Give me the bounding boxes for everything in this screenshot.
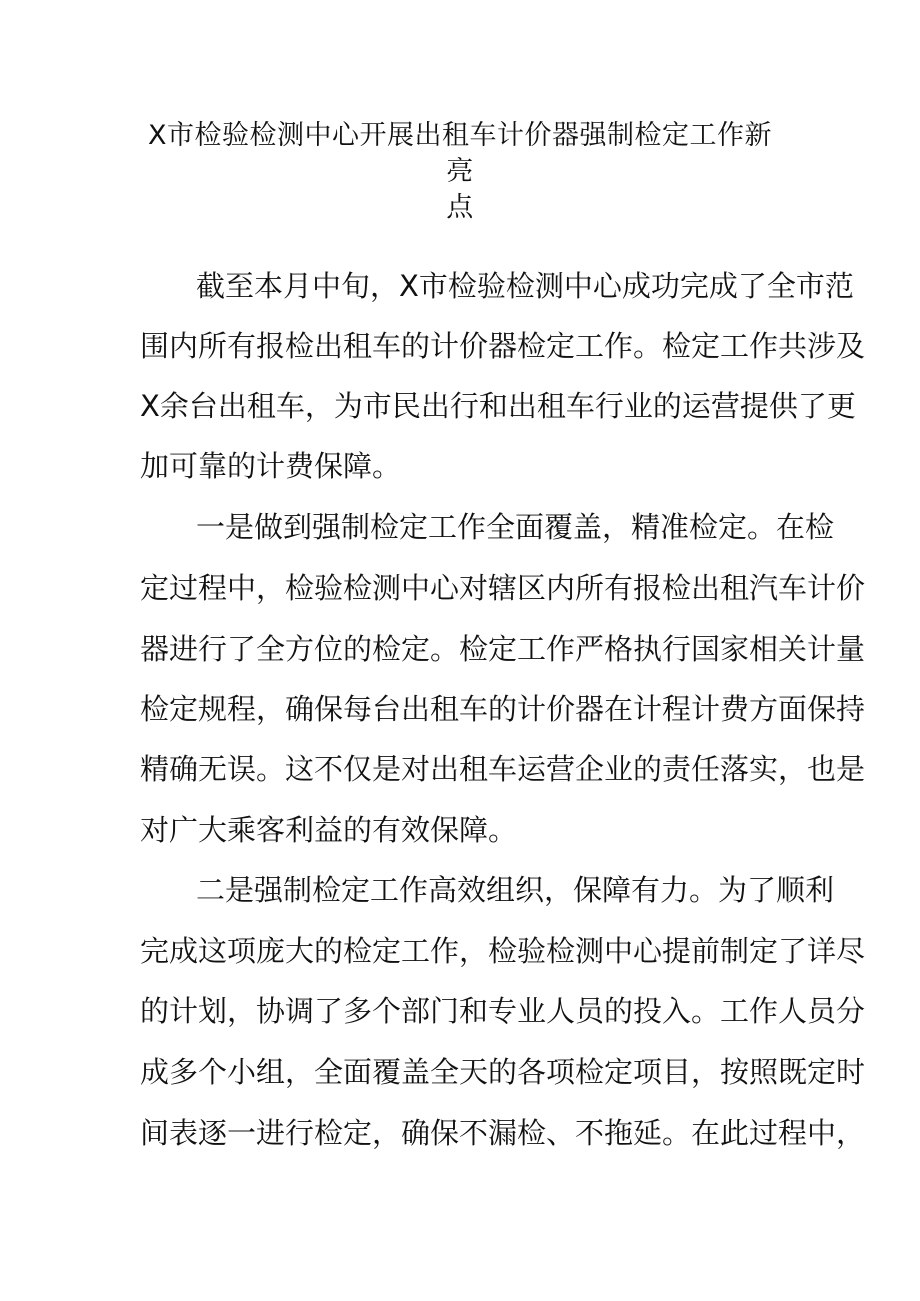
paragraph-1-line-1: 截至本月中旬，X市检验检测中心成功完成了全市范: [196, 269, 854, 303]
title-line-2: 点: [446, 192, 474, 223]
paragraph-2-line-6: 对广大乘客利益的有效保障。: [140, 813, 518, 847]
paragraph-3-line-2: 完成这项庞大的检定工作，检验检测中心提前制定了详尽: [140, 934, 866, 968]
paragraph-3-line-5: 间表逐一进行检定，确保不漏检、不拖延。在此过程中，: [140, 1116, 866, 1150]
title-line-1: X市检验检测中心开展出租车计价器强制检定工作新亮: [148, 120, 772, 187]
paragraph-1-line-2: 围内所有报检出租车的计价器检定工作。检定工作共涉及: [140, 329, 866, 363]
paragraph-2-line-1: 一是做到强制检定工作全面覆盖，精准检定。在检: [196, 510, 835, 544]
paragraph-1-line-4: 加可靠的计费保障。: [140, 449, 402, 483]
paragraph-2-line-4: 检定规程，确保每台出租车的计价器在计程计费方面保持: [140, 692, 866, 726]
paragraph-1-line-3: X余台出租车，为市民出行和出租车行业的运营提供了更: [140, 389, 856, 423]
paragraph-3-line-1: 二是强制检定工作高效组织，保障有力。为了顺利: [196, 873, 835, 907]
paragraph-2-line-3: 器进行了全方位的检定。检定工作严格执行国家相关计量: [140, 632, 866, 666]
paragraph-2-line-2: 定过程中，检验检测中心对辖区内所有报检出租汽车计价: [140, 571, 866, 605]
document-title: [140, 118, 780, 226]
paragraph-3-line-3: 的计划，协调了多个部门和专业人员的投入。工作人员分: [140, 994, 866, 1028]
paragraph-3-line-4: 成多个小组，全面覆盖全天的各项检定项目，按照既定时: [140, 1055, 866, 1089]
paragraph-2-line-5: 精确无误。这不仅是对出租车运营企业的责任落实，也是: [140, 752, 866, 786]
